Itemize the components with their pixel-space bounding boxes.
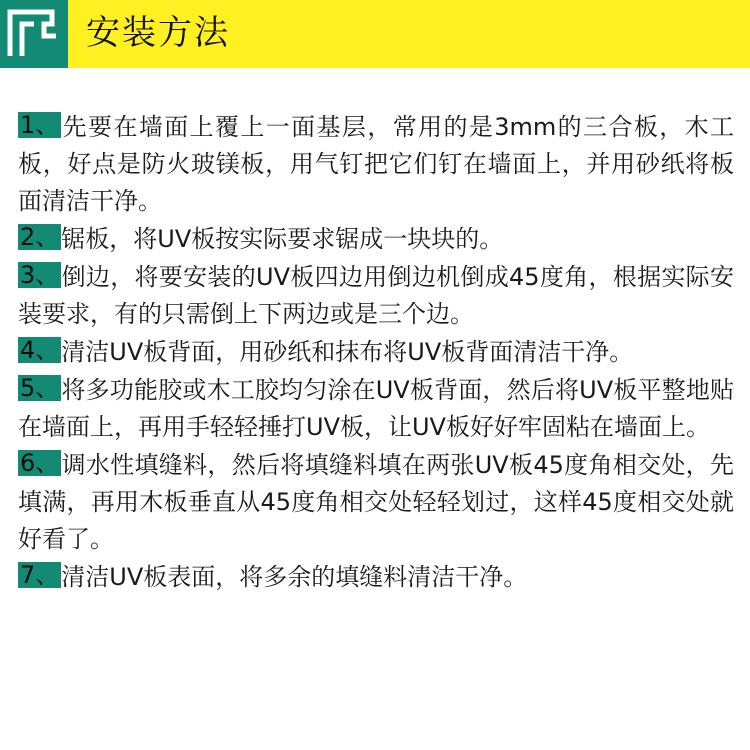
step-number-badge: 1、 [20, 111, 60, 139]
step-number-badge: 2、 [20, 223, 60, 251]
step-number-badge: 6、 [20, 449, 60, 477]
step-3 [18, 259, 734, 333]
header-bar [0, 0, 750, 68]
step-text: 清洁UV板背面，用砂纸和抹布将UV板背面清洁干净。 [61, 338, 634, 366]
step-2 [18, 221, 734, 258]
step-number-badge: 3、 [20, 261, 60, 289]
step-text: 先要在墙面上覆上一面基层，常用的是3mm的三合板，木工板，好点是防火玻镁板，用气钉把它们钉在墙面上，并用砂纸将板面清洁干净。 [18, 113, 734, 215]
step-text: 调水性填缝料，然后将填缝料填在两张UV板45度角相交处，先填满，再用木板垂直从45度角相交处轻轻划过，这样45度相交处就好看了。 [18, 451, 734, 553]
step-5 [18, 372, 734, 446]
step-text: 倒边，将要安装的UV板四边用倒边机倒成45度角，根据实际安装要求，有的只需倒上下两边或是三个边。 [18, 263, 734, 328]
step-1 [18, 109, 734, 220]
step-text: 将多功能胶或木工胶均匀涂在UV板背面，然后将UV板平整地贴在墙面上，再用手轻轻捶打UV板，让UV板好好牢固粘在墙面上。 [18, 376, 734, 441]
page-title: 安装方法 [86, 13, 230, 53]
step-4 [18, 334, 734, 371]
step-number-badge: 7、 [20, 561, 60, 589]
step-text: 清洁UV板表面，将多余的填缝料清洁干净。 [61, 563, 528, 591]
install-steps-list [18, 109, 734, 597]
step-6 [18, 447, 734, 558]
step-number-badge: 4、 [20, 336, 60, 364]
step-number-badge: 5、 [20, 374, 60, 402]
logo [0, 0, 68, 68]
corner-profile-icon [0, 0, 68, 68]
step-7 [18, 559, 734, 596]
step-text: 锯板，将UV板按实际要求锯成一块块的。 [61, 225, 504, 253]
